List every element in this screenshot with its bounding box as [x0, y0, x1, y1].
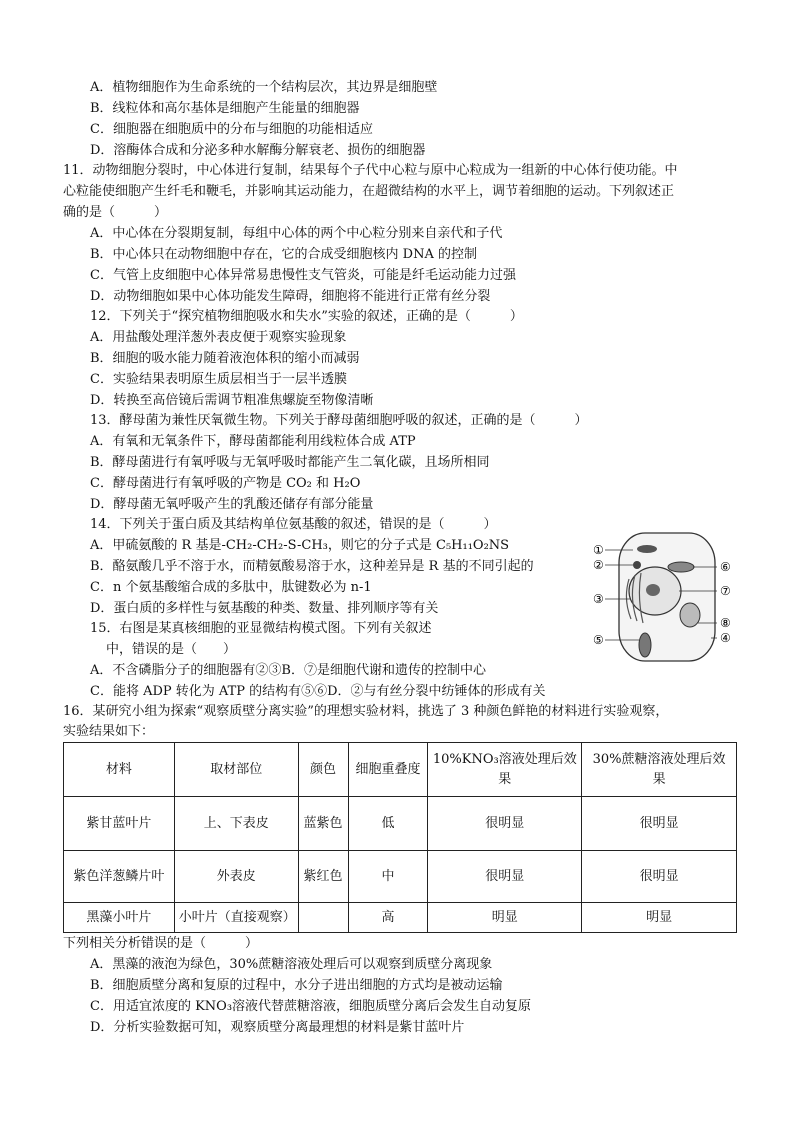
centriole — [637, 545, 657, 553]
golgi-body — [668, 562, 694, 572]
table-cell: 低 — [348, 797, 428, 851]
header-kno3-effect: 10%KNO₃溶液处理后效果 — [428, 743, 582, 797]
table-cell: 上、下表皮 — [174, 797, 298, 851]
q11-stem-line2: 心粒能使细胞产生纤毛和鞭毛，并影响其运动能力，在超微结构的水平上，调节着细胞的运动。下列叙述正 — [63, 184, 675, 199]
table-cell: 紫色洋葱鳞片叶 — [64, 851, 175, 903]
table-row — [64, 851, 737, 903]
q12-option-b: B．细胞的吸水能力随着液泡体积的缩小而减弱 — [90, 351, 360, 366]
q11-option-c: C．气管上皮细胞中心体异常易患慢性支气管炎，可能是纤毛运动能力过强 — [90, 268, 516, 283]
lysosome-vesicle — [680, 603, 700, 627]
q10-option-c: C．细胞器在细胞质中的分布与细胞的功能相适应 — [90, 122, 373, 137]
table-cell: 小叶片（直接观察） — [174, 903, 298, 933]
q16-option-c: C．用适宜浓度的 KNO₃溶液代替蔗糖溶液，细胞质壁分离后会发生自动复原 — [90, 999, 532, 1014]
header-color: 颜色 — [298, 743, 348, 797]
diagram-label-6: ⑥ — [720, 560, 731, 574]
header-overlap: 细胞重叠度 — [348, 743, 428, 797]
q12-option-c: C．实验结果表明原生质层相当于一层半透膜 — [90, 372, 347, 387]
ribosome — [633, 561, 641, 569]
table-cell: 蓝紫色 — [298, 797, 348, 851]
q16-results-table — [63, 742, 737, 933]
table-cell: 中 — [348, 851, 428, 903]
q16-follow-up: 下列相关分析错误的是（ ） — [63, 936, 259, 951]
cell-diagram-svg — [593, 529, 737, 667]
diagram-label-8: ⑧ — [720, 616, 731, 630]
q14-option-b: B．酪氨酸几乎不溶于水，而精氨酸易溶于水，这种差异是 R 基的不同引起的 — [90, 559, 534, 574]
q16-option-d: D．分析实验数据可知，观察质壁分离最理想的材料是紫甘蓝叶片 — [90, 1020, 465, 1035]
q11-option-a: A．中心体在分裂期复制，每组中心体的两个中心粒分别来自亲代和子代 — [90, 226, 503, 241]
diagram-label-3: ③ — [593, 592, 604, 606]
header-sucrose-effect: 30%蔗糖溶液处理后效果 — [582, 743, 737, 797]
q14-option-a: A．甲硫氨酸的 R 基是-CH₂-CH₂-S-CH₃，则它的分子式是 C₅H₁₁O₂NS — [90, 538, 510, 553]
q16-option-b: B．细胞质壁分离和复原的过程中，水分子进出细胞的方式均是被动运输 — [90, 978, 503, 993]
q10-option-d: D．溶酶体合成和分泌多种水解酶分解衰老、损伤的细胞器 — [90, 143, 426, 158]
table-cell: 明显 — [428, 903, 582, 933]
q10-option-a: A．植物细胞作为生命系统的一个结构层次，其边界是细胞壁 — [90, 80, 438, 95]
q12-option-a: A．用盐酸处理洋葱外表皮便于观察实验现象 — [90, 330, 347, 345]
header-material: 材料 — [64, 743, 175, 797]
table-row — [64, 797, 737, 851]
q15-stem-line2: 中，错误的是（ ） — [106, 642, 237, 657]
q11-stem-line1: 11．动物细胞分裂时，中心体进行复制，结果每个子代中心粒与原中心粒成为一组新的中心体行使功能。中 — [63, 163, 678, 178]
q13-option-a: A．有氧和无氧条件下，酵母菌都能利用线粒体合成 ATP — [90, 434, 416, 449]
nucleolus — [646, 584, 660, 596]
table-cell: 很明显 — [428, 851, 582, 903]
table-cell: 很明显 — [582, 797, 737, 851]
q14-option-c: C．n 个氨基酸缩合成的多肽中，肽键数必为 n-1 — [90, 580, 372, 595]
q13-option-d: D．酵母菌无氧呼吸产生的乳酸还储存有部分能量 — [90, 497, 374, 512]
diagram-label-7: ⑦ — [720, 584, 731, 598]
q12-stem: 12．下列关于“探究植物细胞吸水和失水”实验的叙述，正确的是（ ） — [90, 309, 523, 324]
table-cell: 高 — [348, 903, 428, 933]
table-cell: 黑藻小叶片 — [64, 903, 175, 933]
table-cell: 很明显 — [428, 797, 582, 851]
diagram-label-5: ⑤ — [593, 633, 604, 647]
header-sampling-site: 取材部位 — [174, 743, 298, 797]
q12-option-d: D．转换至高倍镜后需调节粗准焦螺旋至物像清晰 — [90, 393, 374, 408]
q14-stem: 14．下列关于蛋白质及其结构单位氨基酸的叙述，错误的是（ ） — [90, 517, 497, 532]
q15-option-cd: C．能将 ADP 转化为 ATP 的结构有⑤⑥D．②与有丝分裂中纺锤体的形成有关 — [90, 684, 546, 699]
table-cell — [298, 903, 348, 933]
diagram-label-2: ② — [593, 558, 604, 572]
table-cell: 紫甘蓝叶片 — [64, 797, 175, 851]
mitochondrion — [639, 633, 651, 657]
q16-option-a: A．黑藻的液泡为绿色，30%蔗糖溶液处理后可以观察到质壁分离现象 — [90, 957, 493, 972]
q10-option-b: B．线粒体和高尔基体是细胞产生能量的细胞器 — [90, 101, 360, 116]
q16-stem-line2: 实验结果如下： — [63, 724, 155, 739]
table-cell: 明显 — [582, 903, 737, 933]
q13-stem: 13．酵母菌为兼性厌氧微生物。下列关于酵母菌细胞呼吸的叙述，正确的是（ ） — [90, 413, 588, 428]
q11-option-d: D．动物细胞如果中心体功能发生障碍，细胞将不能进行正常有丝分裂 — [90, 289, 491, 304]
q11-stem-line3: 确的是（ ） — [63, 205, 168, 220]
diagram-label-4: ④ — [720, 631, 731, 645]
q16-stem-line1: 16．某研究小组为探索“观察质壁分离实验”的理想实验材料，挑选了 3 种颜色鲜艳的材料进行实验观察， — [63, 704, 669, 719]
table-cell: 紫红色 — [298, 851, 348, 903]
q15-option-ab: A．不含磷脂分子的细胞器有②③B．⑦是细胞代谢和遗传的控制中心 — [90, 663, 486, 678]
table-cell: 很明显 — [582, 851, 737, 903]
q13-option-b: B．酵母菌进行有氧呼吸与无氧呼吸时都能产生二氧化碳，且场所相同 — [90, 455, 490, 470]
table-header-row — [64, 743, 737, 797]
q14-option-d: D．蛋白质的多样性与氨基酸的种类、数量、排列顺序等有关 — [90, 601, 439, 616]
table-row — [64, 903, 737, 933]
q15-stem-line1: 15．右图是某真核细胞的亚显微结构模式图。下列有关叙述 — [90, 621, 432, 636]
cell-structure-diagram — [593, 529, 737, 667]
q11-option-b: B．中心体只在动物细胞中存在，它的合成受细胞核内 DNA 的控制 — [90, 247, 478, 262]
table-cell: 外表皮 — [174, 851, 298, 903]
diagram-label-1: ① — [593, 543, 604, 557]
q13-option-c: C．酵母菌进行有氧呼吸的产物是 CO₂ 和 H₂O — [90, 476, 361, 491]
